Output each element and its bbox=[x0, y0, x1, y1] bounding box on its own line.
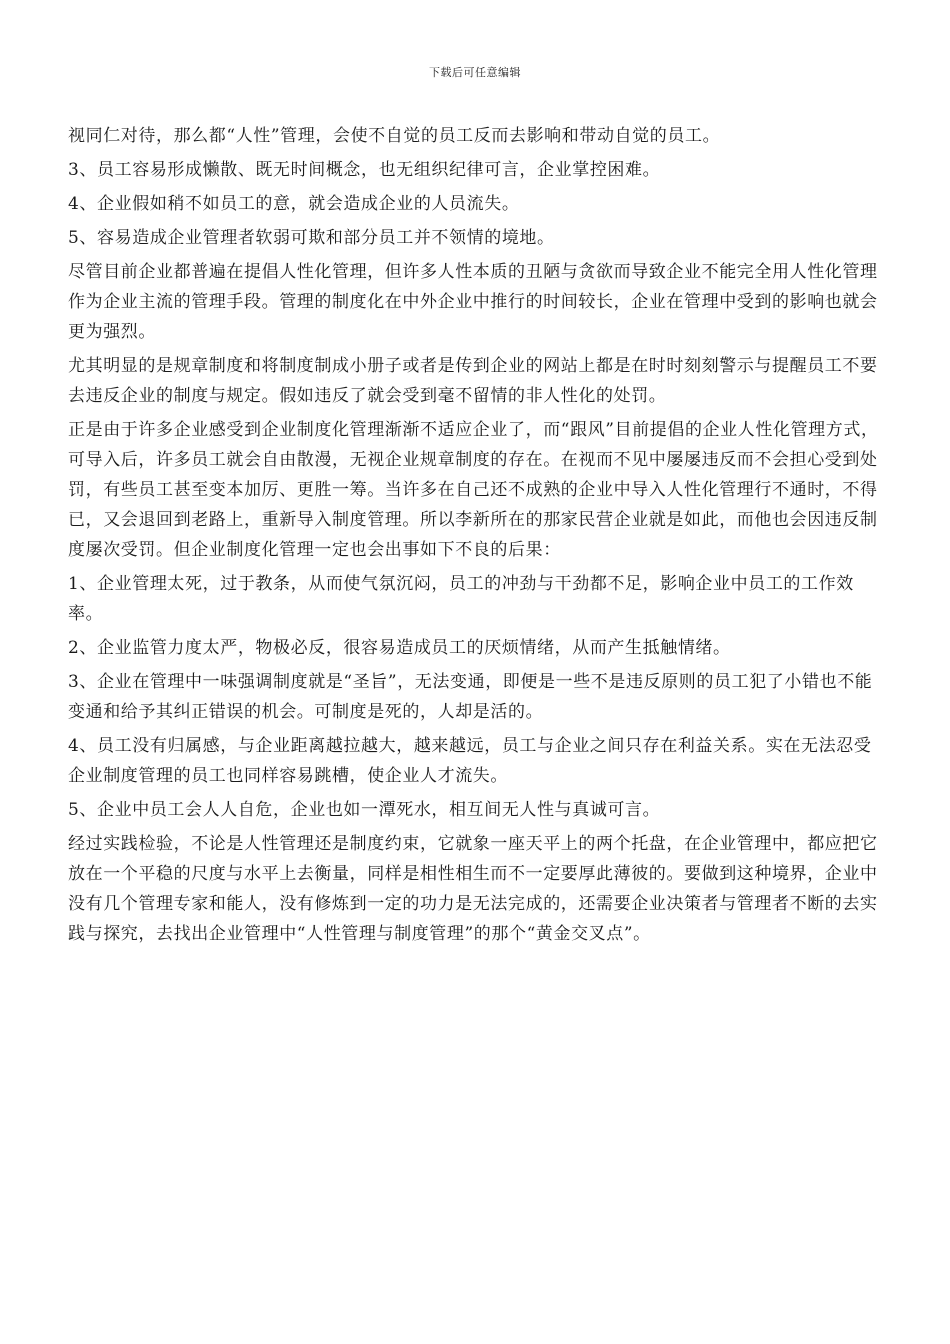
paragraph: 2、企业监管力度太严，物极必反，很容易造成员工的厌烦情绪，从而产生抵触情绪。 bbox=[68, 638, 731, 658]
paragraph: 尤其明显的是规章制度和将制度制成小册子或者是传到企业的网站上都是在时时刻刻警示与提醒员工不要去违反企业的制度与规定。假如违反了就会受到毫不留情的非人性化的处罚。 bbox=[68, 356, 878, 406]
document-body bbox=[68, 121, 880, 953]
page-header: 下载后可任意编辑 bbox=[429, 66, 521, 79]
paragraph: 4、企业假如稍不如员工的意，就会造成企业的人员流失。 bbox=[68, 194, 520, 214]
paragraph: 4、员工没有归属感，与企业距离越拉越大，越来越远，员工与企业之间只存在利益关系。实在无法忍受企业制度管理的员工也同样容易跳槽，使企业人才流失。 bbox=[68, 736, 872, 786]
paragraph: 3、企业在管理中一味强调制度就是“圣旨”，无法变通，即便是一些不是违反原则的员工犯了小错也不能变通和给予其纠正错误的机会。可制度是死的，人却是活的。 bbox=[68, 672, 873, 722]
paragraph: 1、企业管理太死，过于教条，从而使气氛沉闷，员工的冲劲与干劲都不足，影响企业中员工的工作效率。 bbox=[68, 574, 854, 624]
paragraph: 视同仁对待，那么都“人性”管理，会使不自觉的员工反而去影响和带动自觉的员工。 bbox=[68, 126, 721, 146]
paragraph: 3、员工容易形成懒散、既无时间概念，也无组织纪律可言，企业掌控困难。 bbox=[68, 160, 661, 180]
paragraph: 5、容易造成企业管理者软弱可欺和部分员工并不领情的境地。 bbox=[68, 228, 555, 248]
paragraph: 正是由于许多企业感受到企业制度化管理渐渐不适应企业了，而“跟风”目前提倡的企业人性化管理方式，可导入后，许多员工就会自由散漫，无视企业规章制度的存在。在视而不见中屡屡违反而不会担心受到处罚，有些员工甚至变本加厉、更胜一筹。当许多在自己还不成熟的企业中导入人性化管理行不通时，不得已，又会退回到老路上，重新导入制度管理。所以李新所在的那家民营企业就是如此，而他也会因违反制度屡次受罚。但企业制度化管理一定也会出事如下不良的后果： bbox=[68, 420, 879, 560]
paragraph: 经过实践检验，不论是人性管理还是制度约束，它就象一座天平上的两个托盘，在企业管理中，都应把它放在一个平稳的尺度与水平上去衡量，同样是相性相生而不一定要厚此薄彼的。要做到这种境界，企业中没有几个管理专家和能人，没有修炼到一定的功力是无法完成的，还需要企业决策者与管理者不断的去实践与探究，去找出企业管理中“人性管理与制度管理”的那个“黄金交叉点”。 bbox=[68, 834, 878, 944]
paragraph: 5、企业中员工会人人自危，企业也如一潭死水，相互间无人性与真诚可言。 bbox=[68, 800, 661, 820]
paragraph: 尽管目前企业都普遍在提倡人性化管理，但许多人性本质的丑陋与贪欲而导致企业不能完全用人性化管理作为企业主流的管理手段。管理的制度化在中外企业中推行的时间较长，企业在管理中受到的影响也就会更为强烈。 bbox=[68, 262, 878, 342]
